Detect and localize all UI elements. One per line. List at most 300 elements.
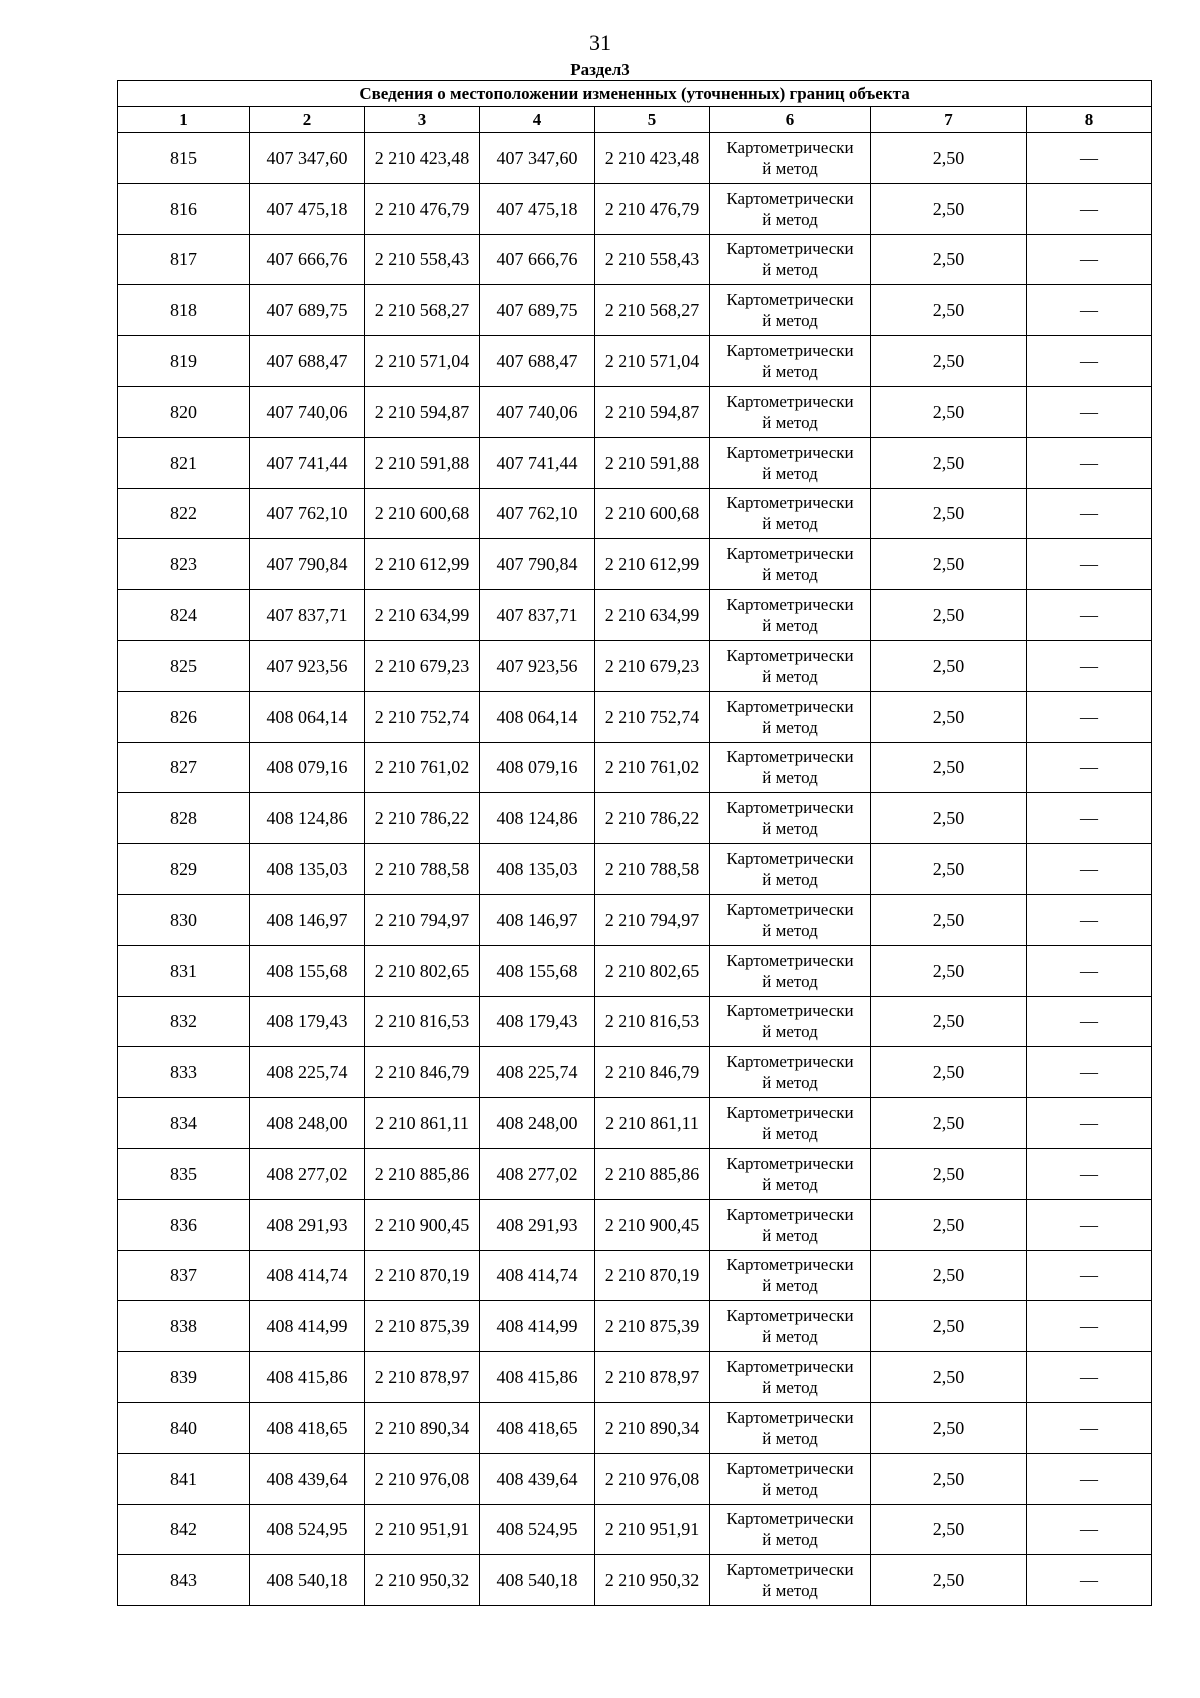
x-old-cell: 408 179,43	[250, 996, 365, 1047]
table-row	[118, 590, 1152, 641]
table-row	[118, 1504, 1152, 1555]
point-number-cell: 823	[118, 539, 250, 590]
method-cell	[710, 386, 871, 437]
accuracy-cell: 2,50	[871, 1352, 1027, 1403]
y-new-cell: 2 210 634,99	[595, 590, 710, 641]
table-row	[118, 1047, 1152, 1098]
method-cell	[710, 437, 871, 488]
point-number-cell: 816	[118, 183, 250, 234]
table-row	[118, 1453, 1152, 1504]
point-number-cell: 833	[118, 1047, 250, 1098]
y-new-cell: 2 210 752,74	[595, 691, 710, 742]
method-line-1: Картометрически	[726, 1560, 854, 1580]
table-body	[118, 133, 1152, 1606]
point-number-cell: 842	[118, 1504, 250, 1555]
method-line-2: й метод	[762, 971, 818, 991]
description-cell: —	[1027, 1504, 1152, 1555]
x-new-cell: 408 414,74	[480, 1250, 595, 1301]
description-cell: —	[1027, 640, 1152, 691]
method-line-2: й метод	[762, 565, 818, 585]
method-line-1: Картометрически	[726, 493, 854, 513]
method-cell	[710, 844, 871, 895]
x-old-cell: 407 741,44	[250, 437, 365, 488]
method-cell	[710, 1402, 871, 1453]
y-new-cell: 2 210 900,45	[595, 1199, 710, 1250]
point-number-cell: 815	[118, 133, 250, 184]
table-row	[118, 133, 1152, 184]
y-new-cell: 2 210 885,86	[595, 1148, 710, 1199]
point-number-cell: 820	[118, 386, 250, 437]
description-cell: —	[1027, 1453, 1152, 1504]
method-cell	[710, 133, 871, 184]
x-old-cell: 407 666,76	[250, 234, 365, 285]
y-new-cell: 2 210 761,02	[595, 742, 710, 793]
method-cell	[710, 234, 871, 285]
y-new-cell: 2 210 788,58	[595, 844, 710, 895]
point-number-cell: 834	[118, 1098, 250, 1149]
x-new-cell: 408 079,16	[480, 742, 595, 793]
y-old-cell: 2 210 476,79	[365, 183, 480, 234]
column-number: 8	[1027, 107, 1152, 133]
description-cell: —	[1027, 386, 1152, 437]
y-new-cell: 2 210 571,04	[595, 336, 710, 387]
column-number: 3	[365, 107, 480, 133]
y-new-cell: 2 210 870,19	[595, 1250, 710, 1301]
y-old-cell: 2 210 900,45	[365, 1199, 480, 1250]
point-number-cell: 830	[118, 894, 250, 945]
x-new-cell: 408 414,99	[480, 1301, 595, 1352]
table-row	[118, 742, 1152, 793]
y-new-cell: 2 210 594,87	[595, 386, 710, 437]
y-new-cell: 2 210 591,88	[595, 437, 710, 488]
method-line-1: Картометрически	[726, 1103, 854, 1123]
point-number-cell: 832	[118, 996, 250, 1047]
table-row	[118, 386, 1152, 437]
method-line-1: Картометрически	[726, 239, 854, 259]
method-line-1: Картометрически	[726, 798, 854, 818]
table-row	[118, 488, 1152, 539]
description-cell: —	[1027, 1402, 1152, 1453]
description-cell: —	[1027, 1301, 1152, 1352]
x-old-cell: 408 064,14	[250, 691, 365, 742]
table-row	[118, 539, 1152, 590]
table-row	[118, 945, 1152, 996]
description-cell: —	[1027, 894, 1152, 945]
point-number-cell: 824	[118, 590, 250, 641]
table-row	[118, 1199, 1152, 1250]
point-number-cell: 828	[118, 793, 250, 844]
y-old-cell: 2 210 885,86	[365, 1148, 480, 1199]
table-row	[118, 894, 1152, 945]
x-new-cell: 407 837,71	[480, 590, 595, 641]
accuracy-cell: 2,50	[871, 1047, 1027, 1098]
y-new-cell: 2 210 786,22	[595, 793, 710, 844]
y-new-cell: 2 210 612,99	[595, 539, 710, 590]
y-old-cell: 2 210 594,87	[365, 386, 480, 437]
y-old-cell: 2 210 786,22	[365, 793, 480, 844]
y-old-cell: 2 210 846,79	[365, 1047, 480, 1098]
description-cell: —	[1027, 539, 1152, 590]
method-line-2: й метод	[762, 920, 818, 940]
description-cell: —	[1027, 1352, 1152, 1403]
x-new-cell: 408 248,00	[480, 1098, 595, 1149]
accuracy-cell: 2,50	[871, 488, 1027, 539]
x-new-cell: 407 688,47	[480, 336, 595, 387]
method-line-2: й метод	[762, 1225, 818, 1245]
x-old-cell: 408 135,03	[250, 844, 365, 895]
method-line-2: й метод	[762, 412, 818, 432]
point-number-cell: 837	[118, 1250, 250, 1301]
accuracy-cell: 2,50	[871, 336, 1027, 387]
x-new-cell: 408 064,14	[480, 691, 595, 742]
description-cell: —	[1027, 793, 1152, 844]
x-new-cell: 408 524,95	[480, 1504, 595, 1555]
x-new-cell: 408 135,03	[480, 844, 595, 895]
x-old-cell: 408 277,02	[250, 1148, 365, 1199]
method-line-2: й метод	[762, 616, 818, 636]
point-number-cell: 826	[118, 691, 250, 742]
method-line-2: й метод	[762, 1581, 818, 1601]
method-cell	[710, 742, 871, 793]
table-row	[118, 437, 1152, 488]
method-line-2: й метод	[762, 158, 818, 178]
method-line-2: й метод	[762, 1327, 818, 1347]
method-line-1: Картометрически	[726, 1509, 854, 1529]
y-old-cell: 2 210 761,02	[365, 742, 480, 793]
accuracy-cell: 2,50	[871, 894, 1027, 945]
point-number-cell: 822	[118, 488, 250, 539]
method-cell	[710, 691, 871, 742]
description-cell: —	[1027, 336, 1152, 387]
method-line-1: Картометрически	[726, 137, 854, 157]
x-new-cell: 407 689,75	[480, 285, 595, 336]
x-new-cell: 408 179,43	[480, 996, 595, 1047]
x-old-cell: 408 415,86	[250, 1352, 365, 1403]
method-line-1: Картометрически	[726, 1052, 854, 1072]
description-cell: —	[1027, 234, 1152, 285]
x-old-cell: 408 248,00	[250, 1098, 365, 1149]
x-new-cell: 407 741,44	[480, 437, 595, 488]
table-row	[118, 1250, 1152, 1301]
point-number-cell: 818	[118, 285, 250, 336]
method-cell	[710, 1555, 871, 1606]
accuracy-cell: 2,50	[871, 691, 1027, 742]
description-cell: —	[1027, 133, 1152, 184]
method-cell	[710, 640, 871, 691]
x-new-cell: 408 540,18	[480, 1555, 595, 1606]
method-cell	[710, 1148, 871, 1199]
description-cell: —	[1027, 437, 1152, 488]
table-row	[118, 1301, 1152, 1352]
x-old-cell: 408 155,68	[250, 945, 365, 996]
accuracy-cell: 2,50	[871, 437, 1027, 488]
x-old-cell: 408 124,86	[250, 793, 365, 844]
method-line-1: Картометрически	[726, 341, 854, 361]
y-old-cell: 2 210 890,34	[365, 1402, 480, 1453]
y-new-cell: 2 210 951,91	[595, 1504, 710, 1555]
method-line-1: Картометрически	[726, 645, 854, 665]
method-cell	[710, 1453, 871, 1504]
y-new-cell: 2 210 600,68	[595, 488, 710, 539]
table-row	[118, 996, 1152, 1047]
method-line-2: й метод	[762, 870, 818, 890]
y-new-cell: 2 210 846,79	[595, 1047, 710, 1098]
point-number-cell: 825	[118, 640, 250, 691]
x-old-cell: 408 079,16	[250, 742, 365, 793]
y-new-cell: 2 210 476,79	[595, 183, 710, 234]
description-cell: —	[1027, 996, 1152, 1047]
method-line-1: Картометрически	[726, 1458, 854, 1478]
table-row	[118, 1148, 1152, 1199]
y-new-cell: 2 210 802,65	[595, 945, 710, 996]
method-cell	[710, 1352, 871, 1403]
description-cell: —	[1027, 488, 1152, 539]
accuracy-cell: 2,50	[871, 1402, 1027, 1453]
x-new-cell: 408 291,93	[480, 1199, 595, 1250]
coordinates-table	[117, 80, 1152, 1606]
method-line-2: й метод	[762, 819, 818, 839]
x-new-cell: 408 418,65	[480, 1402, 595, 1453]
method-cell	[710, 1098, 871, 1149]
y-new-cell: 2 210 423,48	[595, 133, 710, 184]
x-new-cell: 407 790,84	[480, 539, 595, 590]
y-old-cell: 2 210 870,19	[365, 1250, 480, 1301]
x-old-cell: 407 347,60	[250, 133, 365, 184]
method-line-2: й метод	[762, 1022, 818, 1042]
method-line-1: Картометрически	[726, 950, 854, 970]
description-cell: —	[1027, 1098, 1152, 1149]
y-old-cell: 2 210 423,48	[365, 133, 480, 184]
method-line-1: Картометрически	[726, 1306, 854, 1326]
accuracy-cell: 2,50	[871, 386, 1027, 437]
y-old-cell: 2 210 950,32	[365, 1555, 480, 1606]
method-line-1: Картометрически	[726, 747, 854, 767]
column-number: 2	[250, 107, 365, 133]
method-line-2: й метод	[762, 1276, 818, 1296]
y-old-cell: 2 210 802,65	[365, 945, 480, 996]
method-line-1: Картометрически	[726, 442, 854, 462]
x-new-cell: 408 155,68	[480, 945, 595, 996]
accuracy-cell: 2,50	[871, 996, 1027, 1047]
method-line-2: й метод	[762, 1378, 818, 1398]
table-row	[118, 1402, 1152, 1453]
x-new-cell: 407 923,56	[480, 640, 595, 691]
x-old-cell: 407 688,47	[250, 336, 365, 387]
method-line-2: й метод	[762, 463, 818, 483]
method-cell	[710, 945, 871, 996]
x-old-cell: 407 790,84	[250, 539, 365, 590]
point-number-cell: 841	[118, 1453, 250, 1504]
accuracy-cell: 2,50	[871, 1504, 1027, 1555]
y-old-cell: 2 210 878,97	[365, 1352, 480, 1403]
column-number: 1	[118, 107, 250, 133]
method-line-2: й метод	[762, 1073, 818, 1093]
column-number: 7	[871, 107, 1027, 133]
method-line-1: Картометрически	[726, 899, 854, 919]
x-old-cell: 408 524,95	[250, 1504, 365, 1555]
method-line-2: й метод	[762, 260, 818, 280]
y-old-cell: 2 210 951,91	[365, 1504, 480, 1555]
accuracy-cell: 2,50	[871, 285, 1027, 336]
y-old-cell: 2 210 875,39	[365, 1301, 480, 1352]
y-old-cell: 2 210 816,53	[365, 996, 480, 1047]
y-new-cell: 2 210 950,32	[595, 1555, 710, 1606]
accuracy-cell: 2,50	[871, 945, 1027, 996]
x-new-cell: 407 475,18	[480, 183, 595, 234]
method-line-2: й метод	[762, 514, 818, 534]
accuracy-cell: 2,50	[871, 742, 1027, 793]
accuracy-cell: 2,50	[871, 1301, 1027, 1352]
description-cell: —	[1027, 1047, 1152, 1098]
method-line-1: Картометрически	[726, 391, 854, 411]
table-row	[118, 1555, 1152, 1606]
column-number: 6	[710, 107, 871, 133]
description-cell: —	[1027, 742, 1152, 793]
method-line-2: й метод	[762, 209, 818, 229]
x-old-cell: 408 291,93	[250, 1199, 365, 1250]
method-line-2: й метод	[762, 1428, 818, 1448]
method-line-1: Картометрически	[726, 188, 854, 208]
y-old-cell: 2 210 794,97	[365, 894, 480, 945]
x-old-cell: 408 146,97	[250, 894, 365, 945]
method-line-2: й метод	[762, 1479, 818, 1499]
method-line-2: й метод	[762, 717, 818, 737]
accuracy-cell: 2,50	[871, 590, 1027, 641]
method-line-2: й метод	[762, 1124, 818, 1144]
method-line-2: й метод	[762, 666, 818, 686]
x-new-cell: 407 762,10	[480, 488, 595, 539]
method-cell	[710, 183, 871, 234]
section-title: Раздел3	[570, 60, 630, 79]
method-line-1: Картометрически	[726, 849, 854, 869]
y-new-cell: 2 210 878,97	[595, 1352, 710, 1403]
method-cell	[710, 285, 871, 336]
x-old-cell: 407 837,71	[250, 590, 365, 641]
point-number-cell: 819	[118, 336, 250, 387]
method-line-2: й метод	[762, 768, 818, 788]
method-cell	[710, 1504, 871, 1555]
y-new-cell: 2 210 861,11	[595, 1098, 710, 1149]
accuracy-cell: 2,50	[871, 183, 1027, 234]
y-new-cell: 2 210 558,43	[595, 234, 710, 285]
point-number-cell: 831	[118, 945, 250, 996]
accuracy-cell: 2,50	[871, 1199, 1027, 1250]
accuracy-cell: 2,50	[871, 1250, 1027, 1301]
method-cell	[710, 336, 871, 387]
method-line-1: Картометрически	[726, 1255, 854, 1275]
description-cell: —	[1027, 1555, 1152, 1606]
description-cell: —	[1027, 1250, 1152, 1301]
table-row	[118, 336, 1152, 387]
table-row	[118, 793, 1152, 844]
method-line-2: й метод	[762, 1530, 818, 1550]
method-cell	[710, 793, 871, 844]
column-number: 5	[595, 107, 710, 133]
y-new-cell: 2 210 875,39	[595, 1301, 710, 1352]
y-new-cell: 2 210 816,53	[595, 996, 710, 1047]
accuracy-cell: 2,50	[871, 1453, 1027, 1504]
y-old-cell: 2 210 861,11	[365, 1098, 480, 1149]
method-line-1: Картометрически	[726, 1204, 854, 1224]
method-cell	[710, 1199, 871, 1250]
x-new-cell: 408 415,86	[480, 1352, 595, 1403]
table-caption: Сведения о местоположении измененных (уточненных) границ объекта	[118, 81, 1152, 107]
y-old-cell: 2 210 752,74	[365, 691, 480, 742]
y-old-cell: 2 210 679,23	[365, 640, 480, 691]
description-cell: —	[1027, 1148, 1152, 1199]
method-cell	[710, 894, 871, 945]
table-row	[118, 285, 1152, 336]
x-old-cell: 408 414,99	[250, 1301, 365, 1352]
x-new-cell: 407 666,76	[480, 234, 595, 285]
accuracy-cell: 2,50	[871, 1555, 1027, 1606]
point-number-cell: 839	[118, 1352, 250, 1403]
accuracy-cell: 2,50	[871, 133, 1027, 184]
table-row	[118, 234, 1152, 285]
y-old-cell: 2 210 558,43	[365, 234, 480, 285]
point-number-cell: 817	[118, 234, 250, 285]
accuracy-cell: 2,50	[871, 640, 1027, 691]
method-cell	[710, 1047, 871, 1098]
method-line-2: й метод	[762, 362, 818, 382]
x-old-cell: 408 418,65	[250, 1402, 365, 1453]
y-new-cell: 2 210 890,34	[595, 1402, 710, 1453]
description-cell: —	[1027, 691, 1152, 742]
method-line-1: Картометрически	[726, 290, 854, 310]
method-line-1: Картометрически	[726, 1407, 854, 1427]
accuracy-cell: 2,50	[871, 539, 1027, 590]
method-line-2: й метод	[762, 311, 818, 331]
accuracy-cell: 2,50	[871, 793, 1027, 844]
accuracy-cell: 2,50	[871, 1098, 1027, 1149]
description-cell: —	[1027, 945, 1152, 996]
method-line-1: Картометрически	[726, 1153, 854, 1173]
table-row	[118, 691, 1152, 742]
description-cell: —	[1027, 183, 1152, 234]
y-old-cell: 2 210 976,08	[365, 1453, 480, 1504]
point-number-cell: 821	[118, 437, 250, 488]
x-old-cell: 407 689,75	[250, 285, 365, 336]
point-number-cell: 827	[118, 742, 250, 793]
x-old-cell: 407 923,56	[250, 640, 365, 691]
x-old-cell: 408 225,74	[250, 1047, 365, 1098]
method-cell	[710, 996, 871, 1047]
method-line-1: Картометрически	[726, 595, 854, 615]
method-line-1: Картометрически	[726, 696, 854, 716]
point-number-cell: 829	[118, 844, 250, 895]
method-cell	[710, 1301, 871, 1352]
page-number: 31	[589, 30, 611, 55]
method-line-2: й метод	[762, 1174, 818, 1194]
method-cell	[710, 590, 871, 641]
x-new-cell: 408 146,97	[480, 894, 595, 945]
y-new-cell: 2 210 679,23	[595, 640, 710, 691]
y-old-cell: 2 210 612,99	[365, 539, 480, 590]
y-new-cell: 2 210 976,08	[595, 1453, 710, 1504]
point-number-cell: 835	[118, 1148, 250, 1199]
description-cell: —	[1027, 1199, 1152, 1250]
x-new-cell: 408 225,74	[480, 1047, 595, 1098]
accuracy-cell: 2,50	[871, 1148, 1027, 1199]
point-number-cell: 838	[118, 1301, 250, 1352]
x-old-cell: 408 540,18	[250, 1555, 365, 1606]
x-old-cell: 408 414,74	[250, 1250, 365, 1301]
x-new-cell: 408 277,02	[480, 1148, 595, 1199]
method-line-1: Картометрически	[726, 544, 854, 564]
y-old-cell: 2 210 591,88	[365, 437, 480, 488]
method-line-1: Картометрически	[726, 1357, 854, 1377]
y-old-cell: 2 210 568,27	[365, 285, 480, 336]
